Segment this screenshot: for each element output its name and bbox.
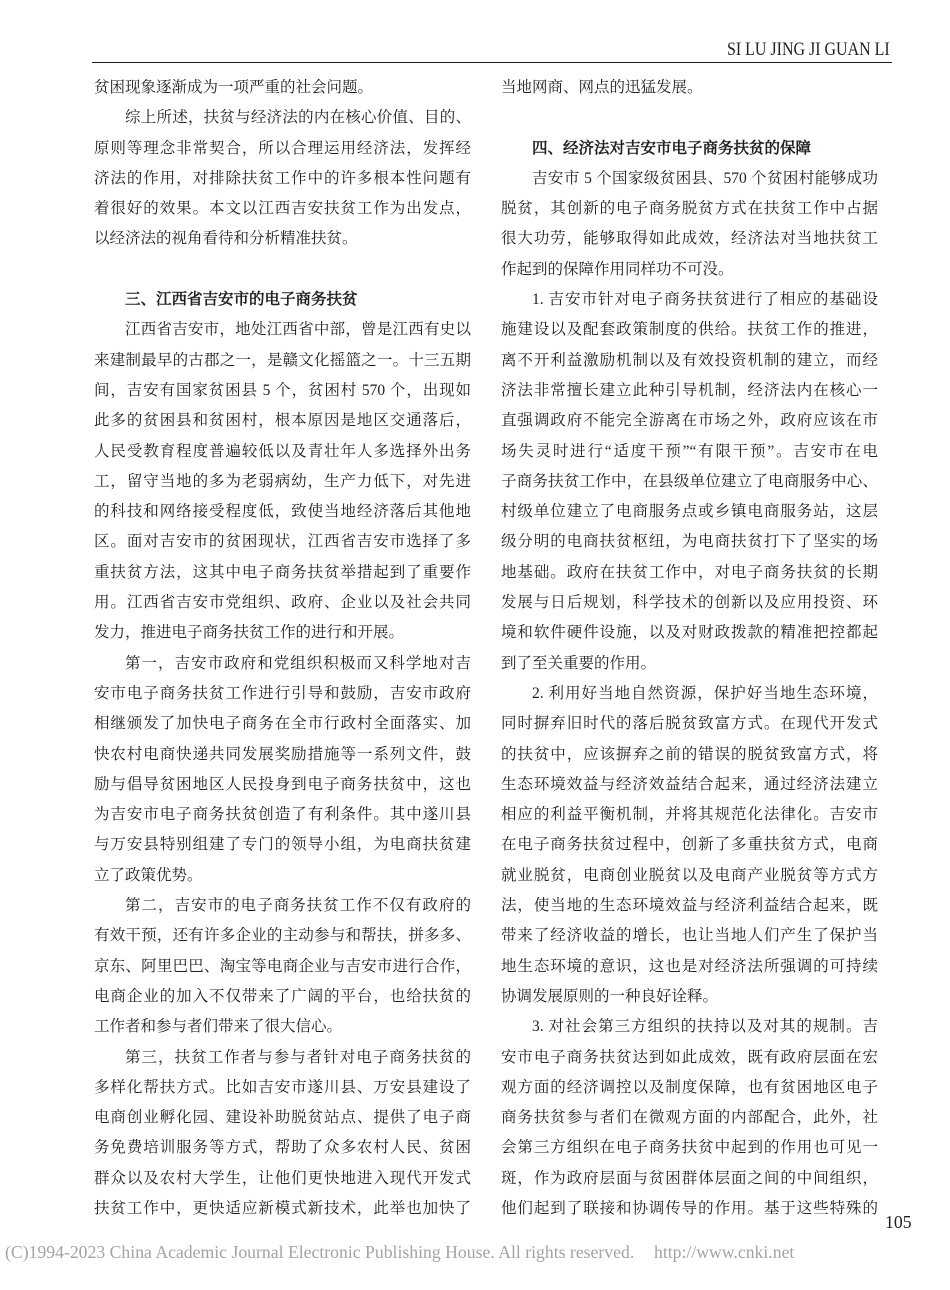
paragraph bbox=[501, 679, 878, 1012]
text-line: 着很好的效果。本文以江西吉安扶贫工作为出发点， bbox=[94, 200, 471, 218]
paragraph bbox=[94, 649, 471, 891]
text-line: 与万安县特别组建了专门的领导小组，为电商扶贫建 bbox=[94, 836, 471, 854]
text-line: 作起到的保障作用同样功不可没。 bbox=[501, 260, 734, 278]
text-line: 到了至关重要的作用。 bbox=[501, 654, 657, 672]
text-line: 来建制最早的古郡之一，是赣文化摇篮之一。十三五期 bbox=[94, 351, 471, 369]
text-line: 协调发展原则的一种良好诠释。 bbox=[501, 987, 719, 1005]
right-column bbox=[501, 73, 878, 1224]
text-line: 斑，作为政府层面与贫困群体层面之间的中间组织， bbox=[501, 1169, 878, 1187]
text-line: 安市电子商务扶贫达到如此成效，既有政府层面在宏 bbox=[501, 1048, 878, 1066]
copyright-footer: (C)1994-2023 China Academic Journal Electronic Publishing House. All rights reserved. bbox=[5, 1242, 635, 1262]
text-line: 重扶贫方法，这其中电子商务扶贫举措起到了重要作 bbox=[94, 563, 471, 581]
text-line: 江西省吉安市，地处江西省中部，曾是江西有史以 bbox=[125, 321, 471, 339]
text-line: 吉安市 5 个国家级贫困县、570 个贫困村能够成功 bbox=[532, 169, 878, 187]
text-line: 施建设以及配套政策制度的供给。扶贫工作的推进， bbox=[501, 321, 878, 339]
paragraph bbox=[94, 891, 471, 1042]
paragraph bbox=[501, 164, 878, 285]
text-line: 离不开利益激励机制以及有效投资机制的建立，而经 bbox=[501, 351, 878, 369]
text-line: 的科技和网络接受程度低，致使当地经济落后其他地 bbox=[94, 503, 471, 521]
text-line: 此多的贫困县和贫困村，根本原因是地区交通落后， bbox=[94, 412, 471, 430]
text-line: 在电子商务扶贫过程中，创新了多重扶贫方式，电商 bbox=[501, 836, 878, 854]
text-line: 地生态环境的意识，这也是对经济法所强调的可持续 bbox=[501, 957, 878, 975]
text-line: 济法非常擅长建立此种引导机制，经济法内在核心一 bbox=[501, 381, 878, 399]
page-number: 105 bbox=[885, 1212, 912, 1232]
text-line: 地基础。政府在扶贫工作中，对电子商务扶贫的长期 bbox=[501, 563, 878, 581]
text-line: 工，留守当地的多为老弱病幼，生产力低下，对先进 bbox=[94, 472, 471, 490]
text-line: 2. 利用好当地自然资源，保护好当地生态环境， bbox=[532, 684, 878, 702]
text-line: 京东、阿里巴巴、淘宝等电商企业与吉安市进行合作， bbox=[94, 957, 471, 975]
running-title: SI LU JING JI GUAN LI bbox=[727, 39, 890, 60]
text-line: 相应的利益平衡机制，并将其规范化法律化。吉安市 bbox=[501, 806, 878, 824]
text-line: 间，吉安有国家贫困县 5 个，贫困村 570 个，出现如 bbox=[94, 381, 471, 399]
text-line: 脱贫，其创新的电子商务脱贫方式在扶贫工作中占据 bbox=[501, 200, 878, 218]
text-line: 电商企业的加入不仅带来了广阔的平台，也给扶贫的 bbox=[94, 987, 471, 1005]
text-line: 快农村电商快递共同发展奖励措施等一系列文件，鼓 bbox=[94, 745, 471, 763]
text-line: 就业脱贫，电商创业脱贫以及电商产业脱贫等方式方 bbox=[501, 866, 878, 884]
text-line: 3. 对社会第三方组织的扶持以及对其的规制。吉 bbox=[532, 1018, 878, 1036]
text-line: 区。面对吉安市的贫困现状，江西省吉安市选择了多 bbox=[94, 533, 471, 551]
text-line: 安市电子商务扶贫工作进行引导和鼓励，吉安市政府 bbox=[94, 684, 471, 702]
text-line: 的扶贫中，应该摒弃之前的错误的脱贫致富方式，将 bbox=[501, 745, 878, 763]
text-line: 场失灵时进行“适度干预”“有限干预”。吉安市在电 bbox=[501, 442, 878, 460]
text-line: 人民受教育程度普遍较低以及青壮年人多选择外出务 bbox=[94, 442, 471, 460]
paragraph bbox=[94, 315, 471, 648]
text-line: 生态环境效益与经济效益结合起来，通过经济法建立 bbox=[501, 775, 878, 793]
text-line: 发展与日后规划，科学技术的创新以及应用投资、环 bbox=[501, 594, 878, 612]
text-line: 当地网商、网点的迅猛发展。 bbox=[501, 79, 703, 96]
text-line: 同时摒弃旧时代的落后脱贫致富方式。在现代开发式 bbox=[501, 715, 878, 733]
text-line: 第一，吉安市政府和党组织积极而又科学地对吉 bbox=[125, 654, 471, 672]
text-line: 会第三方组织在电子商务扶贫中起到的作用也可见一 bbox=[501, 1139, 878, 1157]
text-line: 群众以及农村大学生，让他们更快地进入现代开发式 bbox=[94, 1169, 471, 1187]
text-line: 带来了经济收益的增长，也让当地人们产生了保护当 bbox=[501, 927, 878, 945]
text-line: 他们起到了联接和协调传导的作用。基于这些特殊的 bbox=[501, 1199, 878, 1217]
text-line: 多样化帮扶方式。比如吉安市遂川县、万安县建设了 bbox=[94, 1078, 471, 1096]
text-line: 为吉安市电子商务扶贫创造了有利条件。其中遂川县 bbox=[94, 806, 471, 824]
text-line: 工作者和参与者们带来了很大信心。 bbox=[94, 1018, 343, 1036]
text-line: 第二，吉安市的电子商务扶贫工作不仅有政府的 bbox=[125, 897, 471, 915]
paragraph bbox=[94, 73, 471, 103]
text-line: 有效干预，还有许多企业的主动参与和帮扶，拼多多、 bbox=[94, 927, 471, 945]
text-line: 级分明的电商扶贫枢纽，为电商扶贫打下了坚实的场 bbox=[501, 533, 878, 551]
footer-url: http://www.cnki.net bbox=[654, 1242, 795, 1262]
text-line: 第三，扶贫工作者与参与者针对电子商务扶贫的 bbox=[125, 1048, 471, 1066]
paragraph bbox=[501, 73, 878, 103]
text-line: 直强调政府不能完全游离在市场之外，政府应该在市 bbox=[501, 412, 878, 430]
text-line: 务免费培训服务等方式，帮助了众多农村人民、贫困 bbox=[94, 1139, 471, 1157]
header-rule bbox=[92, 62, 892, 63]
paragraph bbox=[501, 1012, 878, 1224]
text-line: 境和软件硬件设施，以及对财政拨款的精准把控都起 bbox=[501, 624, 878, 642]
section-heading: 三、江西省吉安市的电子商务扶贫 bbox=[125, 291, 358, 309]
text-line: 很大功劳，能够取得如此成效，经济法对当地扶贫工 bbox=[501, 230, 878, 248]
text-line: 村级单位建立了电商服务点或乡镇电商服务站，这层 bbox=[501, 503, 878, 521]
text-line: 电商创业孵化园、建设补助脱贫站点、提供了电子商 bbox=[94, 1109, 471, 1127]
text-line: 以经济法的视角看待和分析精准扶贫。 bbox=[94, 230, 358, 248]
paragraph bbox=[94, 1043, 471, 1225]
left-column bbox=[94, 73, 471, 1224]
text-line: 原则等理念非常契合，所以合理运用经济法，发挥经 bbox=[94, 139, 471, 157]
text-line: 用。江西省吉安市党组织、政府、企业以及社会共同 bbox=[94, 594, 471, 612]
paragraph bbox=[501, 285, 878, 679]
text-line: 观方面的经济调控以及制度保障，也有贫困地区电子 bbox=[501, 1078, 878, 1096]
text-line: 扶贫工作中，更快适应新模式新技术，此举也加快了 bbox=[94, 1199, 471, 1217]
text-line: 发力，推进电子商务扶贫工作的进行和开展。 bbox=[94, 624, 405, 642]
text-line: 商务扶贫参与者们在微观方面的内部配合，此外，社 bbox=[501, 1109, 878, 1127]
text-line: 立了政策优势。 bbox=[94, 866, 203, 884]
text-line: 励与倡导贫困地区人民投身到电子商务扶贫中，这也 bbox=[94, 775, 471, 793]
text-line: 法，使当地的生态环境效益与经济利益结合起来，既 bbox=[501, 897, 878, 915]
text-line: 子商务扶贫工作中，在县级单位建立了电商服务中心、 bbox=[501, 472, 878, 490]
paragraph bbox=[94, 103, 471, 254]
text-line: 济法的作用，对排除扶贫工作中的许多根本性问题有 bbox=[94, 169, 471, 187]
text-line: 贫困现象逐渐成为一项严重的社会问题。 bbox=[94, 79, 374, 96]
text-line: 综上所述，扶贫与经济法的内在核心价值、目的、 bbox=[125, 109, 471, 127]
section-heading: 四、经济法对吉安市电子商务扶贫的保障 bbox=[532, 139, 812, 157]
text-line: 1. 吉安市针对电子商务扶贫进行了相应的基础设 bbox=[532, 291, 878, 309]
text-line: 相继颁发了加快电子商务在全市行政村全面落实、加 bbox=[94, 715, 471, 733]
